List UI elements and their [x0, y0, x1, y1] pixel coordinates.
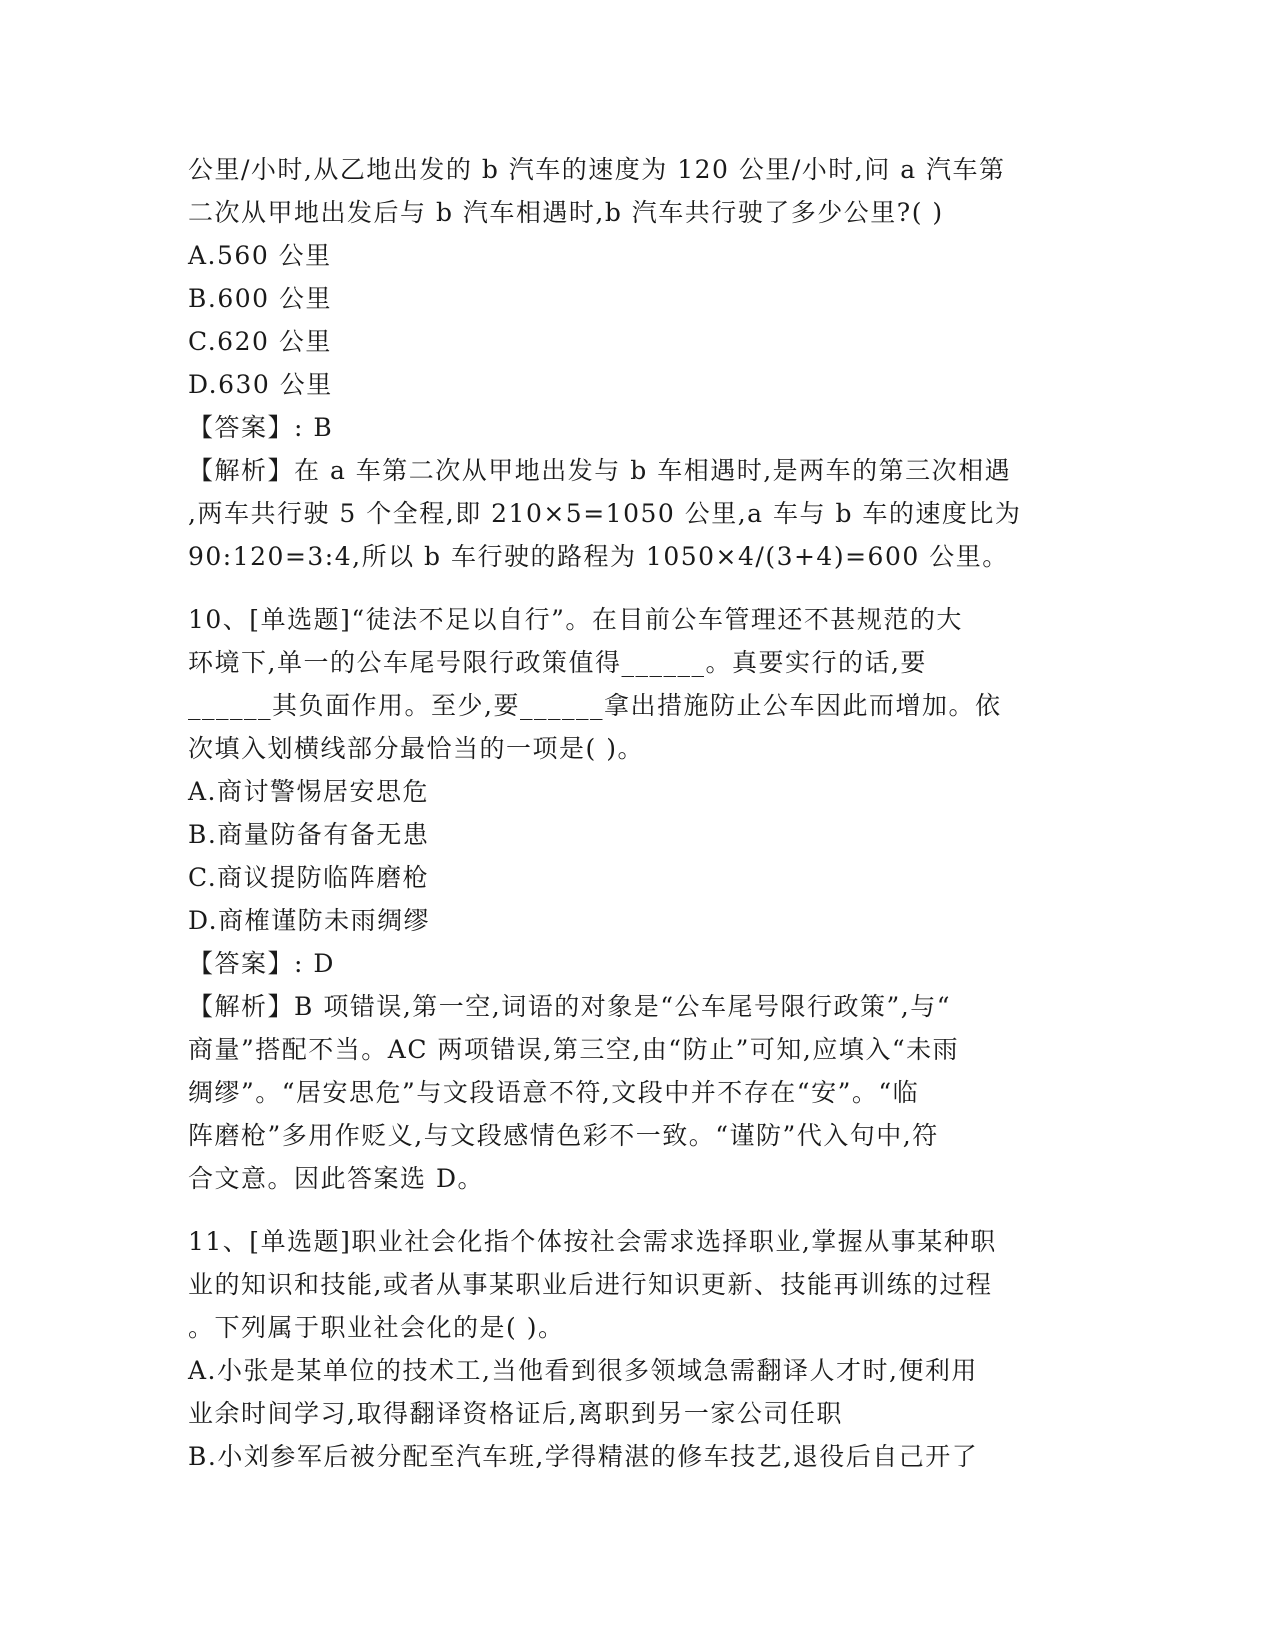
analysis-line: 90:120=3:4,所以 b 车行驶的路程为 1050×4/(3+4)=600 公里。 [188, 542, 1009, 571]
question-stem-line: 二次从甲地出发后与 b 汽车相遇时,b 汽车共行驶了多少公里?( ) [188, 198, 944, 227]
option-b: B.商量防备有备无患 [188, 820, 430, 849]
option-d: D.630 公里 [188, 370, 333, 399]
option-a: A.560 公里 [188, 241, 332, 270]
answer-line: 【答案】: B [188, 413, 334, 442]
question-stem-line: 次填入划横线部分最恰当的一项是( )。 [188, 734, 644, 763]
option-a-continued: 业余时间学习,取得翻译资格证后,离职到另一家公司任职 [188, 1399, 843, 1428]
analysis-line: 【解析】在 a 车第二次从甲地出发与 b 车相遇时,是两车的第三次相遇 [188, 456, 1012, 485]
question-stem-line: 11、[单选题]职业社会化指个体按社会需求选择职业,掌握从事某种职 [188, 1227, 997, 1256]
option-a: A.商讨警惕居安思危 [188, 777, 430, 806]
question-stem-line: 业的知识和技能,或者从事某职业后进行知识更新、技能再训练的过程 [188, 1270, 993, 1299]
question-11 [188, 1220, 1088, 1478]
option-c: C.620 公里 [188, 327, 332, 356]
question-10 [188, 598, 1088, 1200]
question-stem-line: 环境下,单一的公车尾号限行政策值得______。真要实行的话,要 [188, 648, 927, 677]
option-a: A.小张是某单位的技术工,当他看到很多领域急需翻译人才时,便利用 [188, 1356, 978, 1385]
analysis-line: 阵磨枪”多用作贬义,与文段感情色彩不一致。“谨防”代入句中,符 [188, 1121, 939, 1150]
option-b: B.小刘参军后被分配至汽车班,学得精湛的修车技艺,退役后自己开了 [188, 1442, 979, 1471]
question-stem-line: 。下列属于职业社会化的是( )。 [188, 1313, 565, 1342]
answer-line: 【答案】: D [188, 949, 335, 978]
analysis-line: 合文意。因此答案选 D。 [188, 1164, 484, 1193]
analysis-line: 【解析】B 项错误,第一空,词语的对象是“公车尾号限行政策”,与“ [188, 992, 952, 1021]
question-stem-line: 10、[单选题]“徒法不足以自行”。在目前公车管理还不甚规范的大 [188, 605, 963, 634]
option-b: B.600 公里 [188, 284, 332, 313]
option-c: C.商议提防临阵磨枪 [188, 863, 430, 892]
analysis-line: ,两车共行驶 5 个全程,即 210×5=1050 公里,a 车与 b 车的速度比为 [188, 499, 1022, 528]
option-d: D.商榷谨防未雨绸缪 [188, 906, 431, 935]
document-page [188, 148, 1088, 1478]
question-stem-line: 公里/小时,从乙地出发的 b 汽车的速度为 120 公里/小时,问 a 汽车第 [188, 155, 1006, 184]
analysis-line: 绸缪”。“居安思危”与文段语意不符,文段中并不存在“安”。“临 [188, 1078, 920, 1107]
question-9 [188, 148, 1088, 578]
analysis-line: 商量”搭配不当。AC 两项错误,第三空,由“防止”可知,应填入“未雨 [188, 1035, 960, 1064]
question-stem-line: ______其负面作用。至少,要______拿出措施防止公车因此而增加。依 [188, 691, 1002, 720]
